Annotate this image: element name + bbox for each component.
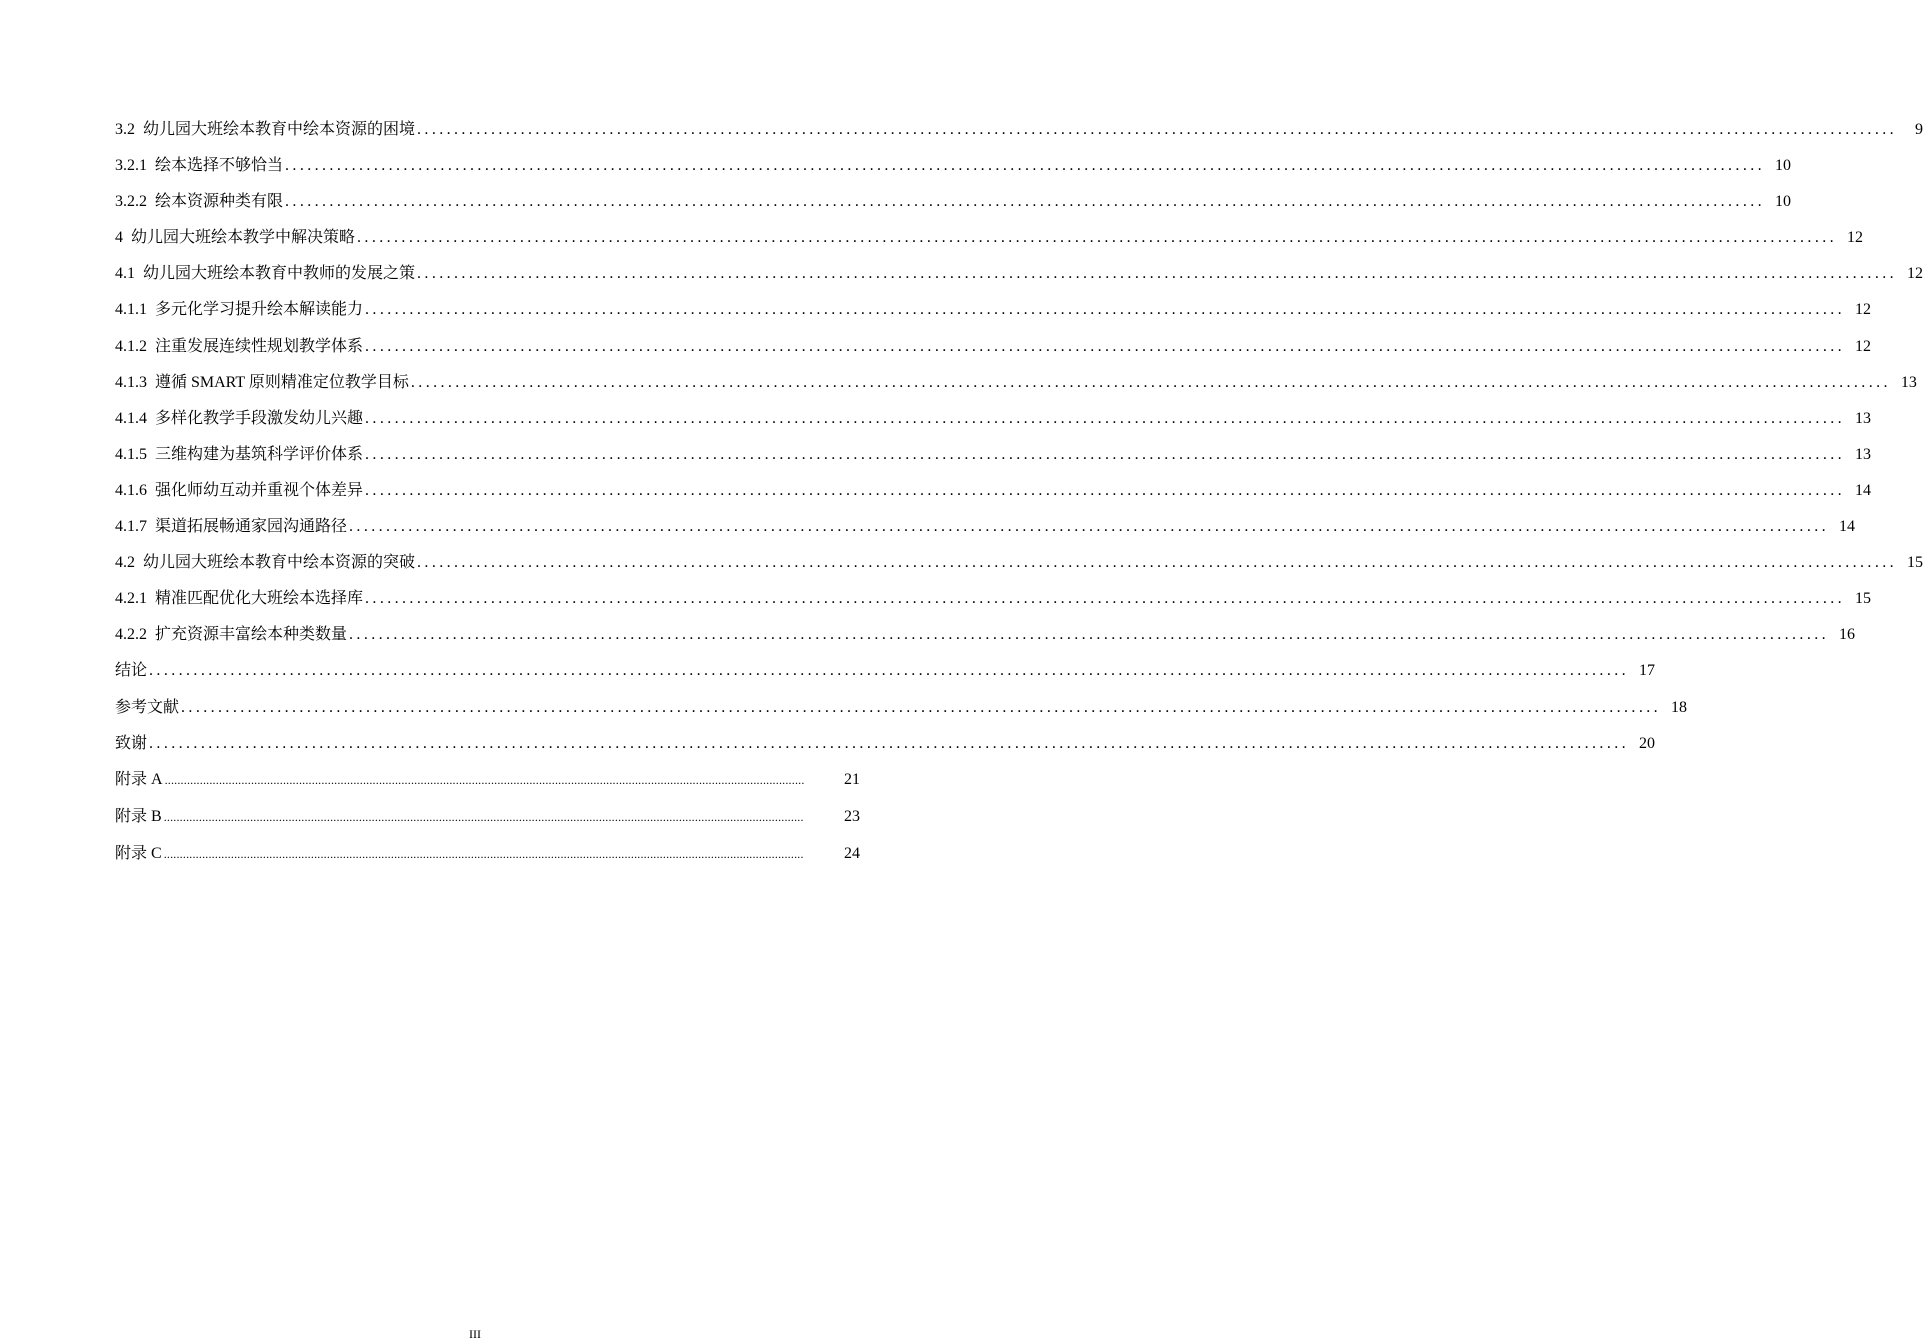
- toc-entry-4-2-2[interactable]: [115, 621, 1856, 657]
- toc-entry-4-1-3[interactable]: [115, 369, 1917, 405]
- toc-entry-page: 14: [1855, 481, 1872, 499]
- toc-entry-number: 4.2.2: [115, 626, 147, 644]
- toc-entry-page: 17: [1639, 662, 1656, 680]
- page-number: III: [469, 1327, 481, 1341]
- toc-dot-leader: ........................................................................................................................................................................................................: [357, 229, 1838, 247]
- toc-entry-title: 附录 B: [115, 807, 162, 825]
- toc-entry-page: 14: [1839, 518, 1856, 536]
- toc-entry-page: 9: [1915, 121, 1923, 138]
- toc-entry-number: 4.1: [115, 265, 135, 283]
- toc-entry-page: 20: [1639, 734, 1656, 752]
- toc-entry-4-2-1[interactable]: [115, 585, 1872, 621]
- toc-entry-appendix-c[interactable]: [115, 840, 860, 877]
- toc-entry-4-1[interactable]: [115, 260, 1923, 296]
- toc-entry-4-2[interactable]: [115, 549, 1923, 585]
- toc-entry-page: 18: [1671, 698, 1688, 716]
- toc-entry-title: 遵循 SMART 原则精准定位教学目标: [155, 373, 409, 391]
- toc-entry-3-2-2[interactable]: [115, 188, 1792, 224]
- toc-dot-leader: ........................................................................................................................................................................................................: [285, 157, 1766, 175]
- toc-entry-title: 幼儿园大班绘本教育中教师的发展之策: [143, 265, 416, 283]
- toc-entry-title: 扩充资源丰富绘本种类数量: [155, 626, 348, 644]
- toc-entry-page: 12: [1855, 337, 1872, 355]
- toc-entry-number: 3.2.1: [115, 157, 147, 175]
- toc-entry-title: 强化师幼互动并重视个体差异: [155, 481, 364, 499]
- toc-dot-leader: ........................................................................................................................................................................................................: [149, 662, 1630, 680]
- toc-entry-page: 24: [844, 844, 860, 862]
- toc-entry-number: 4.1.7: [115, 518, 147, 536]
- toc-entry-number: 3.2.2: [115, 193, 147, 211]
- toc-entry-appendix-a[interactable]: [115, 766, 860, 803]
- toc-entry-3-2[interactable]: [115, 116, 1923, 152]
- toc-entry-page: 10: [1775, 193, 1792, 211]
- toc-dot-leader: ........................................................................................................................................................................................................: [365, 337, 1846, 355]
- toc-entry-page: 12: [1907, 265, 1923, 283]
- toc-entry-title: 多样化教学手段激发幼儿兴趣: [155, 409, 364, 427]
- toc-entry-4-1-5[interactable]: [115, 441, 1872, 477]
- toc-entry-4[interactable]: [115, 224, 1864, 260]
- toc-entry-title: 幼儿园大班绘本教学中解决策略: [131, 229, 356, 247]
- toc-dot-leader: ........................................................................................................................................................................................................: [164, 772, 805, 787]
- toc-dot-leader: ........................................................................................................................................................................................................: [417, 121, 1898, 138]
- table-of-contents: [115, 116, 1923, 877]
- toc-entry-page: 21: [844, 770, 860, 788]
- toc-entry-title: 三维构建为基筑科学评价体系: [155, 445, 364, 463]
- toc-entry-3-2-1[interactable]: [115, 152, 1792, 188]
- toc-entry-title: 多元化学习提升绘本解读能力: [155, 301, 364, 319]
- toc-entry-number: 4.2.1: [115, 590, 147, 608]
- toc-entry-number: 4.1.2: [115, 337, 147, 355]
- toc-entry-acknowledgements[interactable]: [115, 730, 1656, 766]
- toc-dot-leader: ........................................................................................................................................................................................................: [365, 409, 1846, 427]
- toc-entry-number: 3.2: [115, 121, 135, 138]
- toc-entry-conclusion[interactable]: [115, 657, 1656, 693]
- toc-entry-4-1-1[interactable]: [115, 296, 1872, 332]
- toc-entry-page: 23: [844, 807, 860, 825]
- toc-dot-leader: ........................................................................................................................................................................................................: [365, 301, 1846, 319]
- toc-entry-title: 绘本资源种类有限: [155, 193, 284, 211]
- toc-entry-title: 附录 A: [115, 770, 163, 788]
- toc-dot-leader: ........................................................................................................................................................................................................: [163, 846, 804, 861]
- toc-dot-leader: ........................................................................................................................................................................................................: [365, 590, 1846, 608]
- toc-dot-leader: ........................................................................................................................................................................................................: [410, 373, 1891, 391]
- toc-entry-title: 注重发展连续性规划教学体系: [155, 337, 364, 355]
- toc-entry-title: 绘本选择不够恰当: [155, 157, 284, 175]
- toc-entry-title: 幼儿园大班绘本教育中绘本资源的突破: [143, 554, 416, 572]
- toc-dot-leader: ........................................................................................................................................................................................................: [365, 481, 1846, 499]
- toc-entry-4-1-4[interactable]: [115, 405, 1872, 441]
- toc-dot-leader: ........................................................................................................................................................................................................: [349, 518, 1830, 536]
- toc-entry-number: 4: [115, 229, 123, 247]
- toc-entry-title: 渠道拓展畅通家园沟通路径: [155, 518, 348, 536]
- toc-entry-title: 附录 C: [115, 844, 162, 862]
- toc-entry-page: 10: [1775, 157, 1792, 175]
- toc-entry-number: 4.2: [115, 554, 135, 572]
- toc-entry-title: 幼儿园大班绘本教育中绘本资源的困境: [143, 121, 416, 138]
- toc-entry-page: 13: [1855, 409, 1872, 427]
- toc-entry-title: 致谢: [115, 734, 148, 752]
- toc-entry-page: 13: [1900, 373, 1917, 391]
- toc-dot-leader: ........................................................................................................................................................................................................: [417, 554, 1898, 572]
- toc-entry-title: 结论: [115, 662, 148, 680]
- toc-entry-number: 4.1.3: [115, 373, 147, 391]
- toc-entry-references[interactable]: [115, 694, 1688, 730]
- toc-entry-page: 15: [1907, 554, 1923, 572]
- toc-entry-number: 4.1.5: [115, 445, 147, 463]
- toc-entry-title: 参考文献: [115, 698, 180, 716]
- toc-entry-appendix-b[interactable]: [115, 803, 860, 840]
- toc-dot-leader: ........................................................................................................................................................................................................: [349, 626, 1830, 644]
- toc-entry-number: 4.1.1: [115, 301, 147, 319]
- toc-dot-leader: ........................................................................................................................................................................................................: [163, 809, 804, 824]
- toc-dot-leader: ........................................................................................................................................................................................................: [417, 265, 1898, 283]
- toc-entry-4-1-6[interactable]: [115, 477, 1872, 513]
- toc-entry-page: 13: [1855, 445, 1872, 463]
- toc-entry-4-1-2[interactable]: [115, 333, 1872, 369]
- toc-dot-leader: ........................................................................................................................................................................................................: [149, 734, 1630, 752]
- toc-dot-leader: ........................................................................................................................................................................................................: [365, 445, 1846, 463]
- toc-entry-page: 15: [1855, 590, 1872, 608]
- toc-entry-title: 精准匹配优化大班绘本选择库: [155, 590, 364, 608]
- toc-entry-page: 12: [1855, 301, 1872, 319]
- toc-entry-page: 12: [1847, 229, 1864, 247]
- toc-entry-4-1-7[interactable]: [115, 513, 1856, 549]
- toc-dot-leader: ........................................................................................................................................................................................................: [181, 698, 1662, 716]
- toc-entry-number: 4.1.4: [115, 409, 147, 427]
- toc-entry-page: 16: [1839, 626, 1856, 644]
- toc-entry-number: 4.1.6: [115, 481, 147, 499]
- toc-dot-leader: ........................................................................................................................................................................................................: [285, 193, 1766, 211]
